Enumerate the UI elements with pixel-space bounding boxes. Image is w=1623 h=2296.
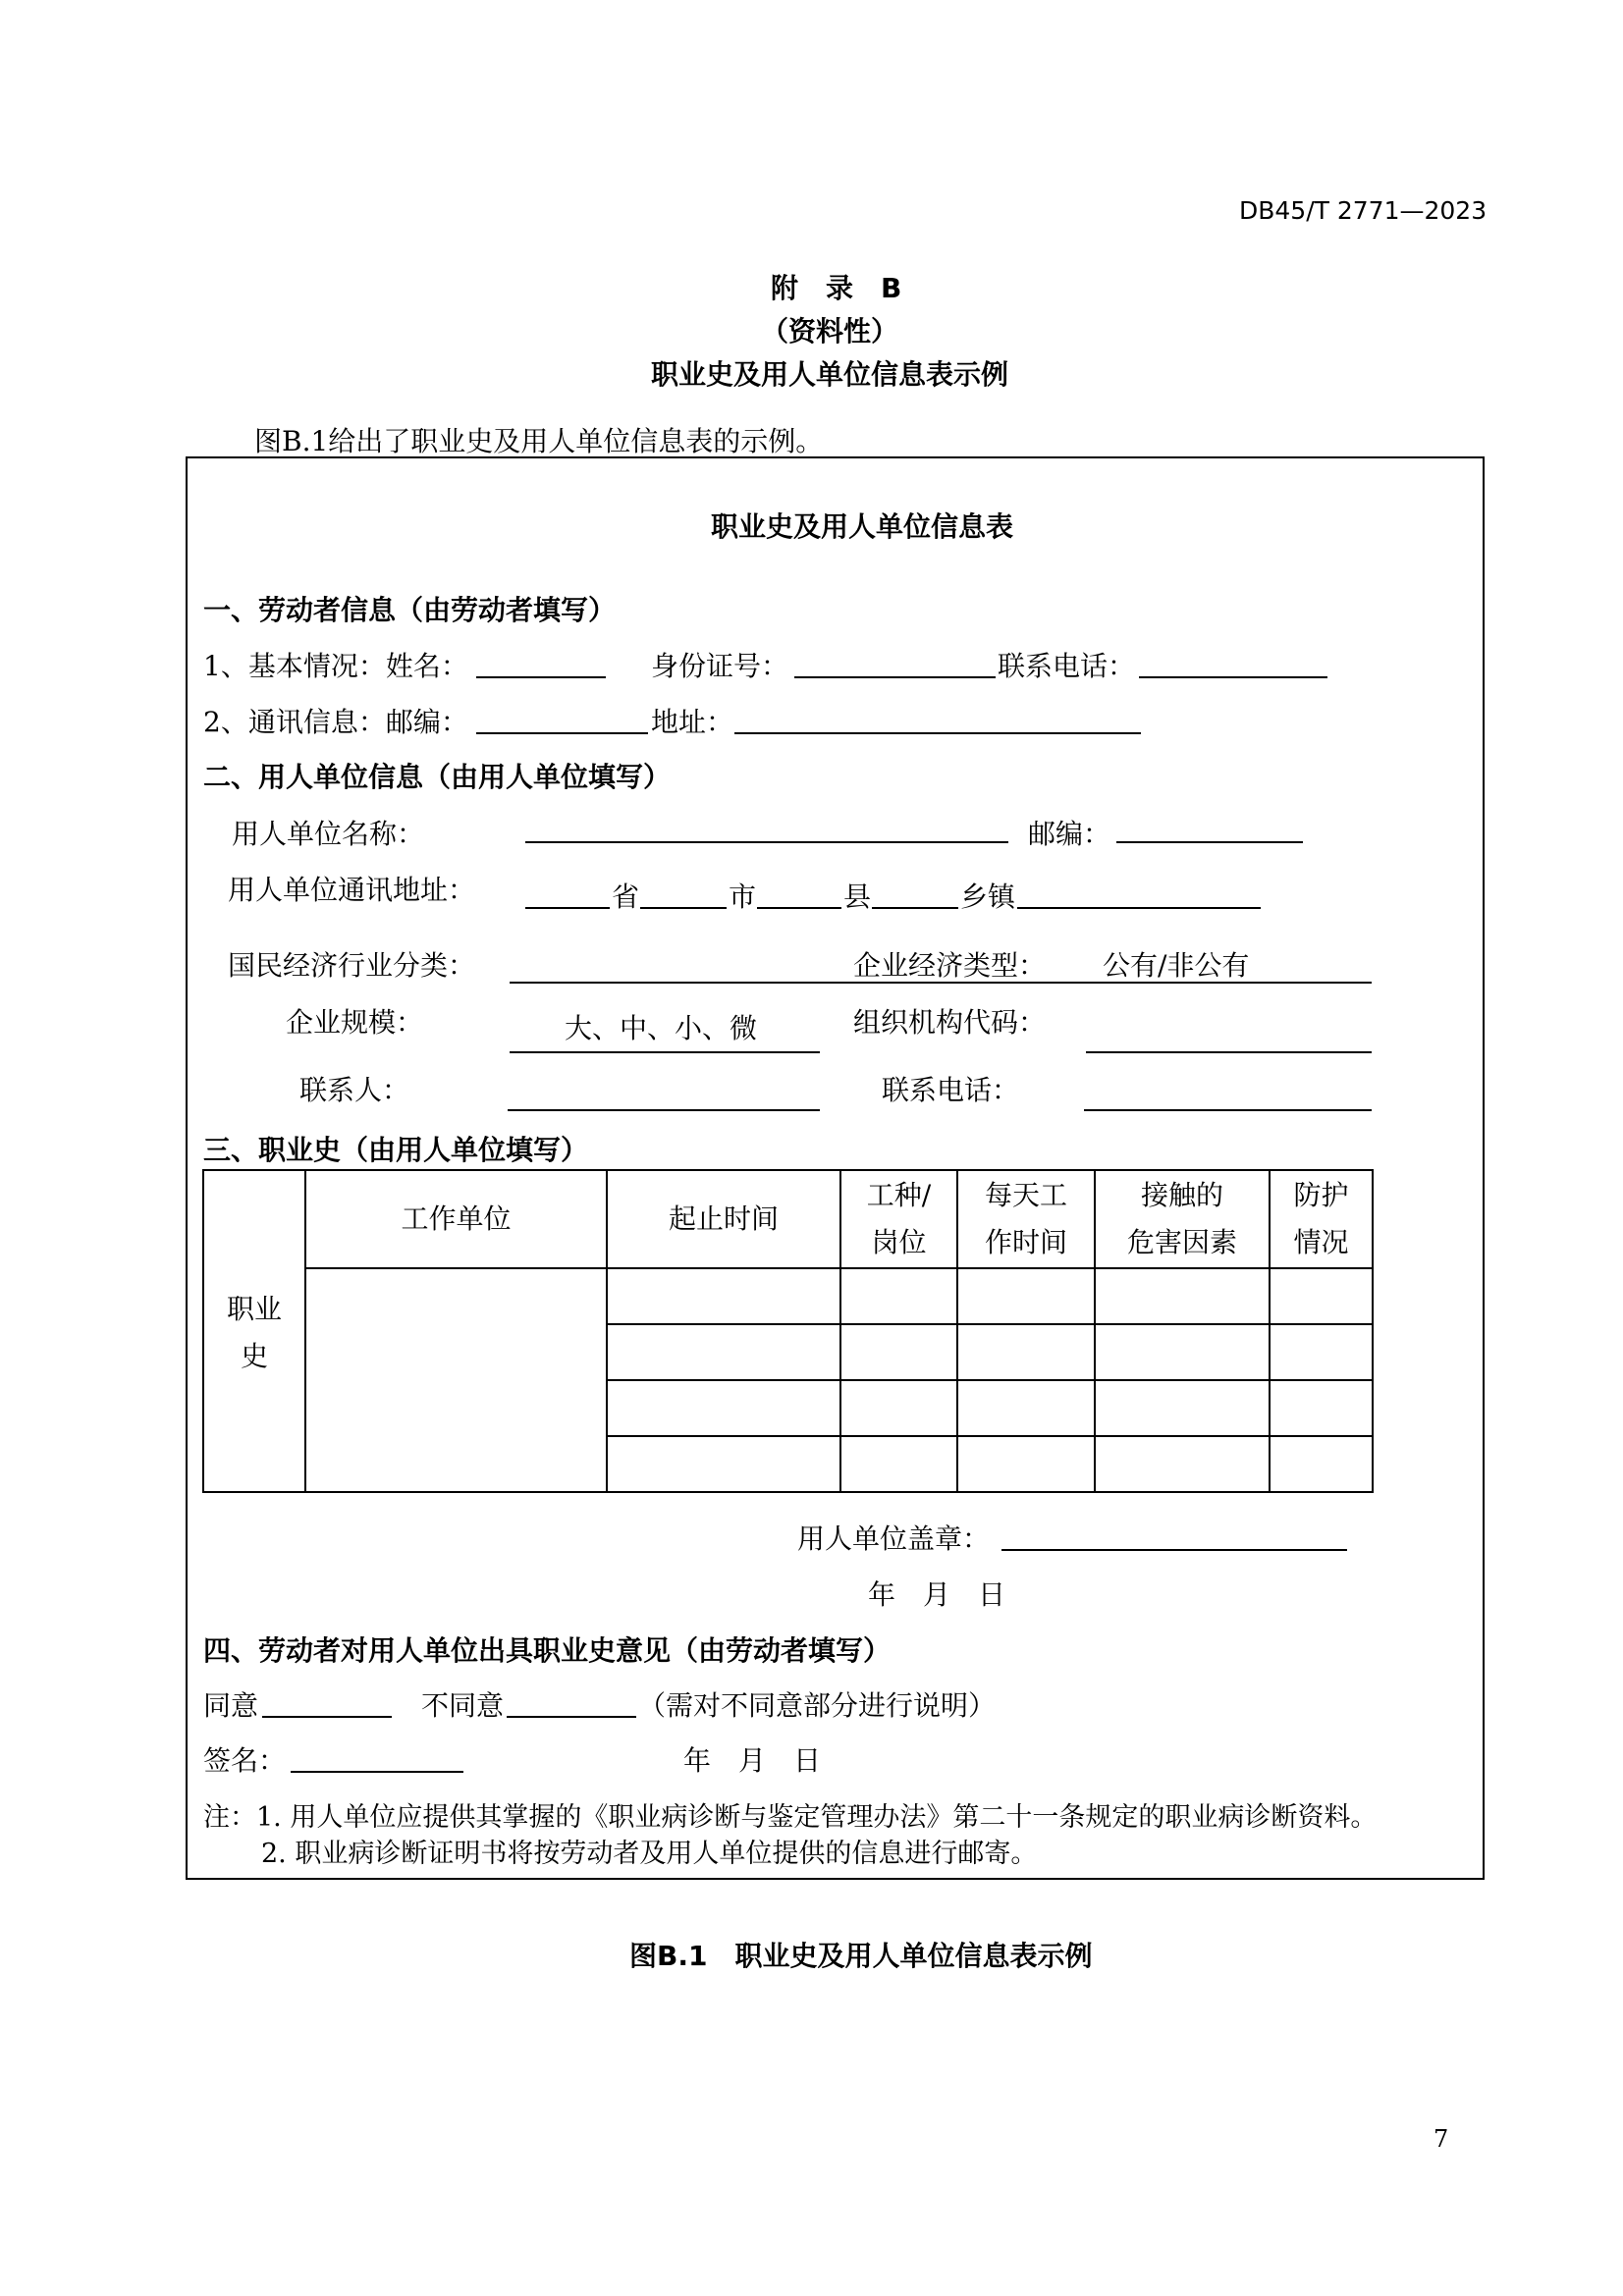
seal-label: 用人单位盖章： bbox=[797, 1522, 991, 1555]
disagree-field[interactable] bbox=[507, 1716, 636, 1718]
org-code-label: 组织机构代码： bbox=[853, 1006, 1047, 1039]
worker-address-field[interactable] bbox=[734, 732, 1141, 734]
section2-heading: 二、用人单位信息（由用人单位填写） bbox=[203, 761, 672, 793]
county-label: 县 bbox=[843, 881, 872, 913]
province-label: 省 bbox=[612, 881, 640, 913]
col-hazard: 接触的 危害因素 bbox=[1126, 1179, 1237, 1258]
signature-label: 签名： bbox=[203, 1744, 287, 1777]
scale-field[interactable] bbox=[510, 1051, 820, 1053]
scale-label: 企业规模： bbox=[286, 1006, 424, 1039]
scale-value: 大、中、小、微 bbox=[565, 1012, 758, 1044]
disagree-label: 不同意 bbox=[421, 1689, 505, 1722]
col-protection: 防护 情况 bbox=[1293, 1179, 1349, 1258]
col-job: 工种/ 岗位 bbox=[866, 1179, 932, 1258]
seal-field[interactable] bbox=[1001, 1549, 1347, 1551]
agree-field[interactable] bbox=[262, 1716, 392, 1718]
org-code-field[interactable] bbox=[1086, 1051, 1372, 1053]
employer-postcode-field[interactable] bbox=[1116, 841, 1303, 843]
econ-type-label: 企业经济类型： bbox=[853, 949, 1047, 982]
contact-info-postcode-label: 2、通讯信息：邮编： bbox=[203, 706, 468, 738]
id-number-field[interactable] bbox=[794, 676, 996, 678]
col-period: 起止时间 bbox=[668, 1202, 779, 1235]
seal-date: 年 月 日 bbox=[868, 1578, 1006, 1611]
history-side-label: 职业 史 bbox=[226, 1293, 282, 1372]
county-field[interactable] bbox=[757, 907, 841, 909]
econ-type-value: 公有/非公有 bbox=[1103, 949, 1250, 982]
worker-phone-field[interactable] bbox=[1139, 676, 1327, 678]
page-number: 7 bbox=[1434, 2125, 1449, 2153]
worker-postcode-field[interactable] bbox=[476, 732, 648, 734]
note-1: 注：1. 用人单位应提供其掌握的《职业病诊断与鉴定管理办法》第二十一条规定的职业病诊断资料。 bbox=[203, 1802, 1378, 1833]
note-2: 2. 职业病诊断证明书将按劳动者及用人单位提供的信息进行邮寄。 bbox=[261, 1839, 1038, 1869]
employer-postcode-label: 邮编： bbox=[1028, 818, 1111, 850]
col-hours: 每天工 作时间 bbox=[984, 1179, 1067, 1258]
disagree-explain-note: （需对不同意部分进行说明） bbox=[638, 1689, 997, 1722]
section4-heading: 四、劳动者对用人单位出具职业史意见（由劳动者填写） bbox=[203, 1634, 892, 1667]
signature-field[interactable] bbox=[291, 1771, 463, 1773]
town-label: 乡镇 bbox=[960, 881, 1016, 913]
city-label: 市 bbox=[729, 881, 757, 913]
agree-label: 同意 bbox=[203, 1689, 259, 1722]
employer-name-field[interactable] bbox=[525, 841, 1008, 843]
document-code: DB45/T 2771—2023 bbox=[1239, 196, 1488, 225]
id-number-label: 身份证号： bbox=[651, 650, 789, 682]
figure-caption: 图B.1 职业史及用人单位信息表示例 bbox=[629, 1940, 1093, 1972]
employer-phone-label: 联系电话： bbox=[882, 1074, 1020, 1106]
appendix-subtitle: 职业史及用人单位信息表示例 bbox=[651, 358, 1009, 391]
employer-address-label: 用人单位通讯地址： bbox=[228, 874, 476, 906]
city-field[interactable] bbox=[640, 907, 727, 909]
section3-heading: 三、职业史（由用人单位填写） bbox=[203, 1134, 589, 1166]
province-field[interactable] bbox=[525, 907, 610, 909]
contact-person-label: 联系人： bbox=[299, 1074, 410, 1106]
town-field[interactable] bbox=[872, 907, 958, 909]
form-title: 职业史及用人单位信息表 bbox=[711, 510, 1014, 543]
industry-class-label: 国民经济行业分类： bbox=[228, 949, 476, 982]
worker-phone-label: 联系电话： bbox=[998, 650, 1136, 682]
signature-date: 年 月 日 bbox=[683, 1744, 822, 1777]
appendix-nature: （资料性） bbox=[761, 315, 899, 347]
appendix-title: 附 录 B bbox=[771, 272, 902, 304]
name-field[interactable] bbox=[476, 676, 606, 678]
basic-info-name-label: 1、基本情况：姓名： bbox=[203, 650, 468, 682]
section1-heading: 一、劳动者信息（由劳动者填写） bbox=[203, 594, 617, 626]
contact-person-field[interactable] bbox=[508, 1109, 820, 1111]
appendix-intro: 图B.1给出了职业史及用人单位信息表的示例。 bbox=[254, 425, 824, 457]
employer-phone-field[interactable] bbox=[1084, 1109, 1372, 1111]
town-name-field[interactable] bbox=[1017, 907, 1261, 909]
worker-address-label: 地址： bbox=[651, 706, 734, 738]
employer-name-label: 用人单位名称： bbox=[232, 818, 425, 850]
col-employer: 工作单位 bbox=[401, 1202, 512, 1235]
